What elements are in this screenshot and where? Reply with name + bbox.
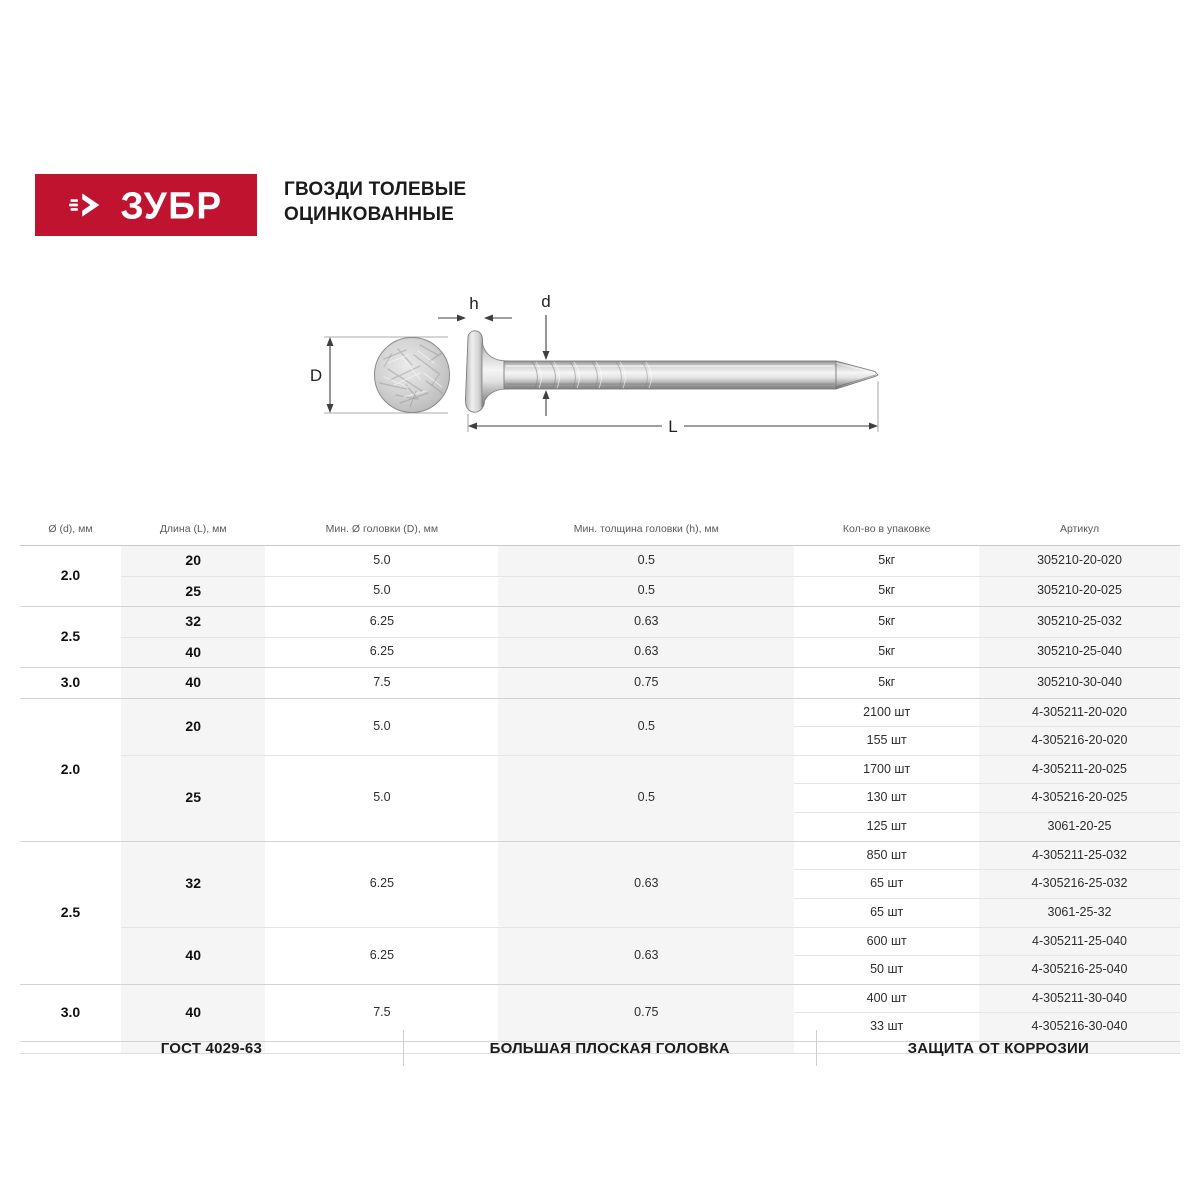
table-cell: 0.63 [498, 841, 794, 927]
table-cell: 6.25 [265, 841, 498, 927]
table-cell: 5.0 [265, 755, 498, 841]
footer-feature-corrosion-protection: ЗАЩИТА ОТ КОРРОЗИИ [907, 1039, 1089, 1057]
footer-feature-flat-head: БОЛЬШАЯ ПЛОСКАЯ ГОЛОВКА [403, 1030, 817, 1066]
column-header: Мин. толщина головки (h), мм [498, 514, 794, 546]
table-cell: 3061-25-32 [979, 898, 1180, 927]
table-cell: 4-305211-25-040 [979, 927, 1180, 956]
table-cell: 5кг [794, 576, 979, 607]
table-cell: 5кг [794, 607, 979, 638]
table-cell: 33 шт [794, 1013, 979, 1042]
table-cell: 20 [121, 546, 266, 577]
table-cell: 2.0 [20, 698, 121, 841]
table-cell: 305210-25-040 [979, 637, 1180, 668]
footer-features [20, 1030, 1180, 1066]
table-cell: 4-305216-25-032 [979, 870, 1180, 899]
page-title-line2: ОЦИНКОВАННЫЕ [284, 204, 455, 225]
table-cell: 4-305211-30-040 [979, 984, 1180, 1013]
table-cell: 4-305211-20-020 [979, 698, 1180, 727]
column-header: Ø (d), мм [20, 514, 121, 546]
spec-table-header [20, 514, 1180, 546]
table-cell: 600 шт [794, 927, 979, 956]
table-cell: 20 [121, 698, 266, 755]
column-header: Артикул [979, 514, 1180, 546]
table-cell: 40 [121, 668, 266, 699]
column-header: Мин. Ø головки (D), мм [265, 514, 498, 546]
table-cell: 2100 шт [794, 698, 979, 727]
table-cell: 0.5 [498, 755, 794, 841]
table-cell: 3061-20-25 [979, 813, 1180, 842]
table-cell: 4-305216-30-040 [979, 1013, 1180, 1042]
table-cell: 305210-20-020 [979, 546, 1180, 577]
table-cell: 305210-30-040 [979, 668, 1180, 699]
table-cell: 65 шт [794, 898, 979, 927]
table-cell: 155 шт [794, 727, 979, 756]
table-cell: 3.0 [20, 668, 121, 699]
table-cell: 400 шт [794, 984, 979, 1013]
table-cell: 305210-25-032 [979, 607, 1180, 638]
table-cell: 7.5 [265, 668, 498, 699]
zubr-arrow-icon [69, 188, 111, 222]
table-cell: 2.5 [20, 841, 121, 984]
nail-head-front-view [375, 338, 450, 413]
table-cell: 3.0 [20, 984, 121, 1041]
brand-logo-text: ЗУБР [120, 184, 223, 226]
table-cell: 65 шт [794, 870, 979, 899]
footer-gost-standard: ГОСТ 4029-63 [160, 1039, 262, 1057]
table-cell: 4-305216-25-040 [979, 956, 1180, 985]
nail-diagram [280, 285, 900, 445]
table-cell: 32 [121, 841, 266, 927]
table-cell: 6.25 [265, 607, 498, 638]
table-cell: 0.75 [498, 984, 794, 1041]
spec-table [20, 514, 1180, 1054]
table-cell: 40 [121, 927, 266, 984]
table-cell: 6.25 [265, 637, 498, 668]
table-cell: 2.5 [20, 607, 121, 668]
nail-side-view [465, 331, 878, 412]
table-cell: 0.5 [498, 698, 794, 755]
table-cell: 5.0 [265, 698, 498, 755]
table-cell: 5.0 [265, 576, 498, 607]
dim-label-L: L [668, 417, 678, 436]
table-cell: 305210-20-025 [979, 576, 1180, 607]
table-cell: 130 шт [794, 784, 979, 813]
table-cell: 0.63 [498, 927, 794, 984]
column-header: Кол-во в упаковке [794, 514, 979, 546]
table-cell: 4-305216-20-025 [979, 784, 1180, 813]
table-cell: 7.5 [265, 984, 498, 1041]
table-cell: 0.63 [498, 607, 794, 638]
table-cell: 0.63 [498, 637, 794, 668]
dimension-h [438, 315, 512, 322]
page-title [284, 177, 466, 227]
table-cell: 4-305211-25-032 [979, 841, 1180, 870]
table-cell: 4-305211-20-025 [979, 755, 1180, 784]
table-cell: 5.0 [373, 552, 391, 567]
table-cell: 125 шт [794, 813, 979, 842]
table-cell: 1700 шт [794, 755, 979, 784]
table-cell: 0.5 [498, 546, 794, 577]
table-cell: 5кг [794, 668, 979, 699]
table-cell: 50 шт [794, 956, 979, 985]
table-cell: 850 шт [794, 841, 979, 870]
table-cell: 40 [121, 637, 266, 668]
table-cell: 40 [121, 984, 266, 1041]
table-cell: 0.5 [498, 576, 794, 607]
table-cell: 25 [121, 576, 266, 607]
table-cell: 0.75 [498, 668, 794, 699]
page-title-line1: ГВОЗДИ ТОЛЕВЫЕ [284, 179, 467, 200]
table-cell: 32 [121, 607, 266, 638]
dim-label-d: d [541, 292, 551, 311]
table-cell: 5кг [878, 552, 896, 567]
dim-label-D: D [309, 366, 323, 385]
table-cell: 4-305216-20-020 [979, 727, 1180, 756]
dim-label-h: h [469, 294, 479, 313]
table-cell: 25 [121, 755, 266, 841]
table-cell: 6.25 [265, 927, 498, 984]
table-cell: 2.0 [60, 567, 81, 584]
table-cell: 5кг [794, 637, 979, 668]
brand-logo [35, 174, 257, 236]
column-header: Длина (L), мм [121, 514, 266, 546]
